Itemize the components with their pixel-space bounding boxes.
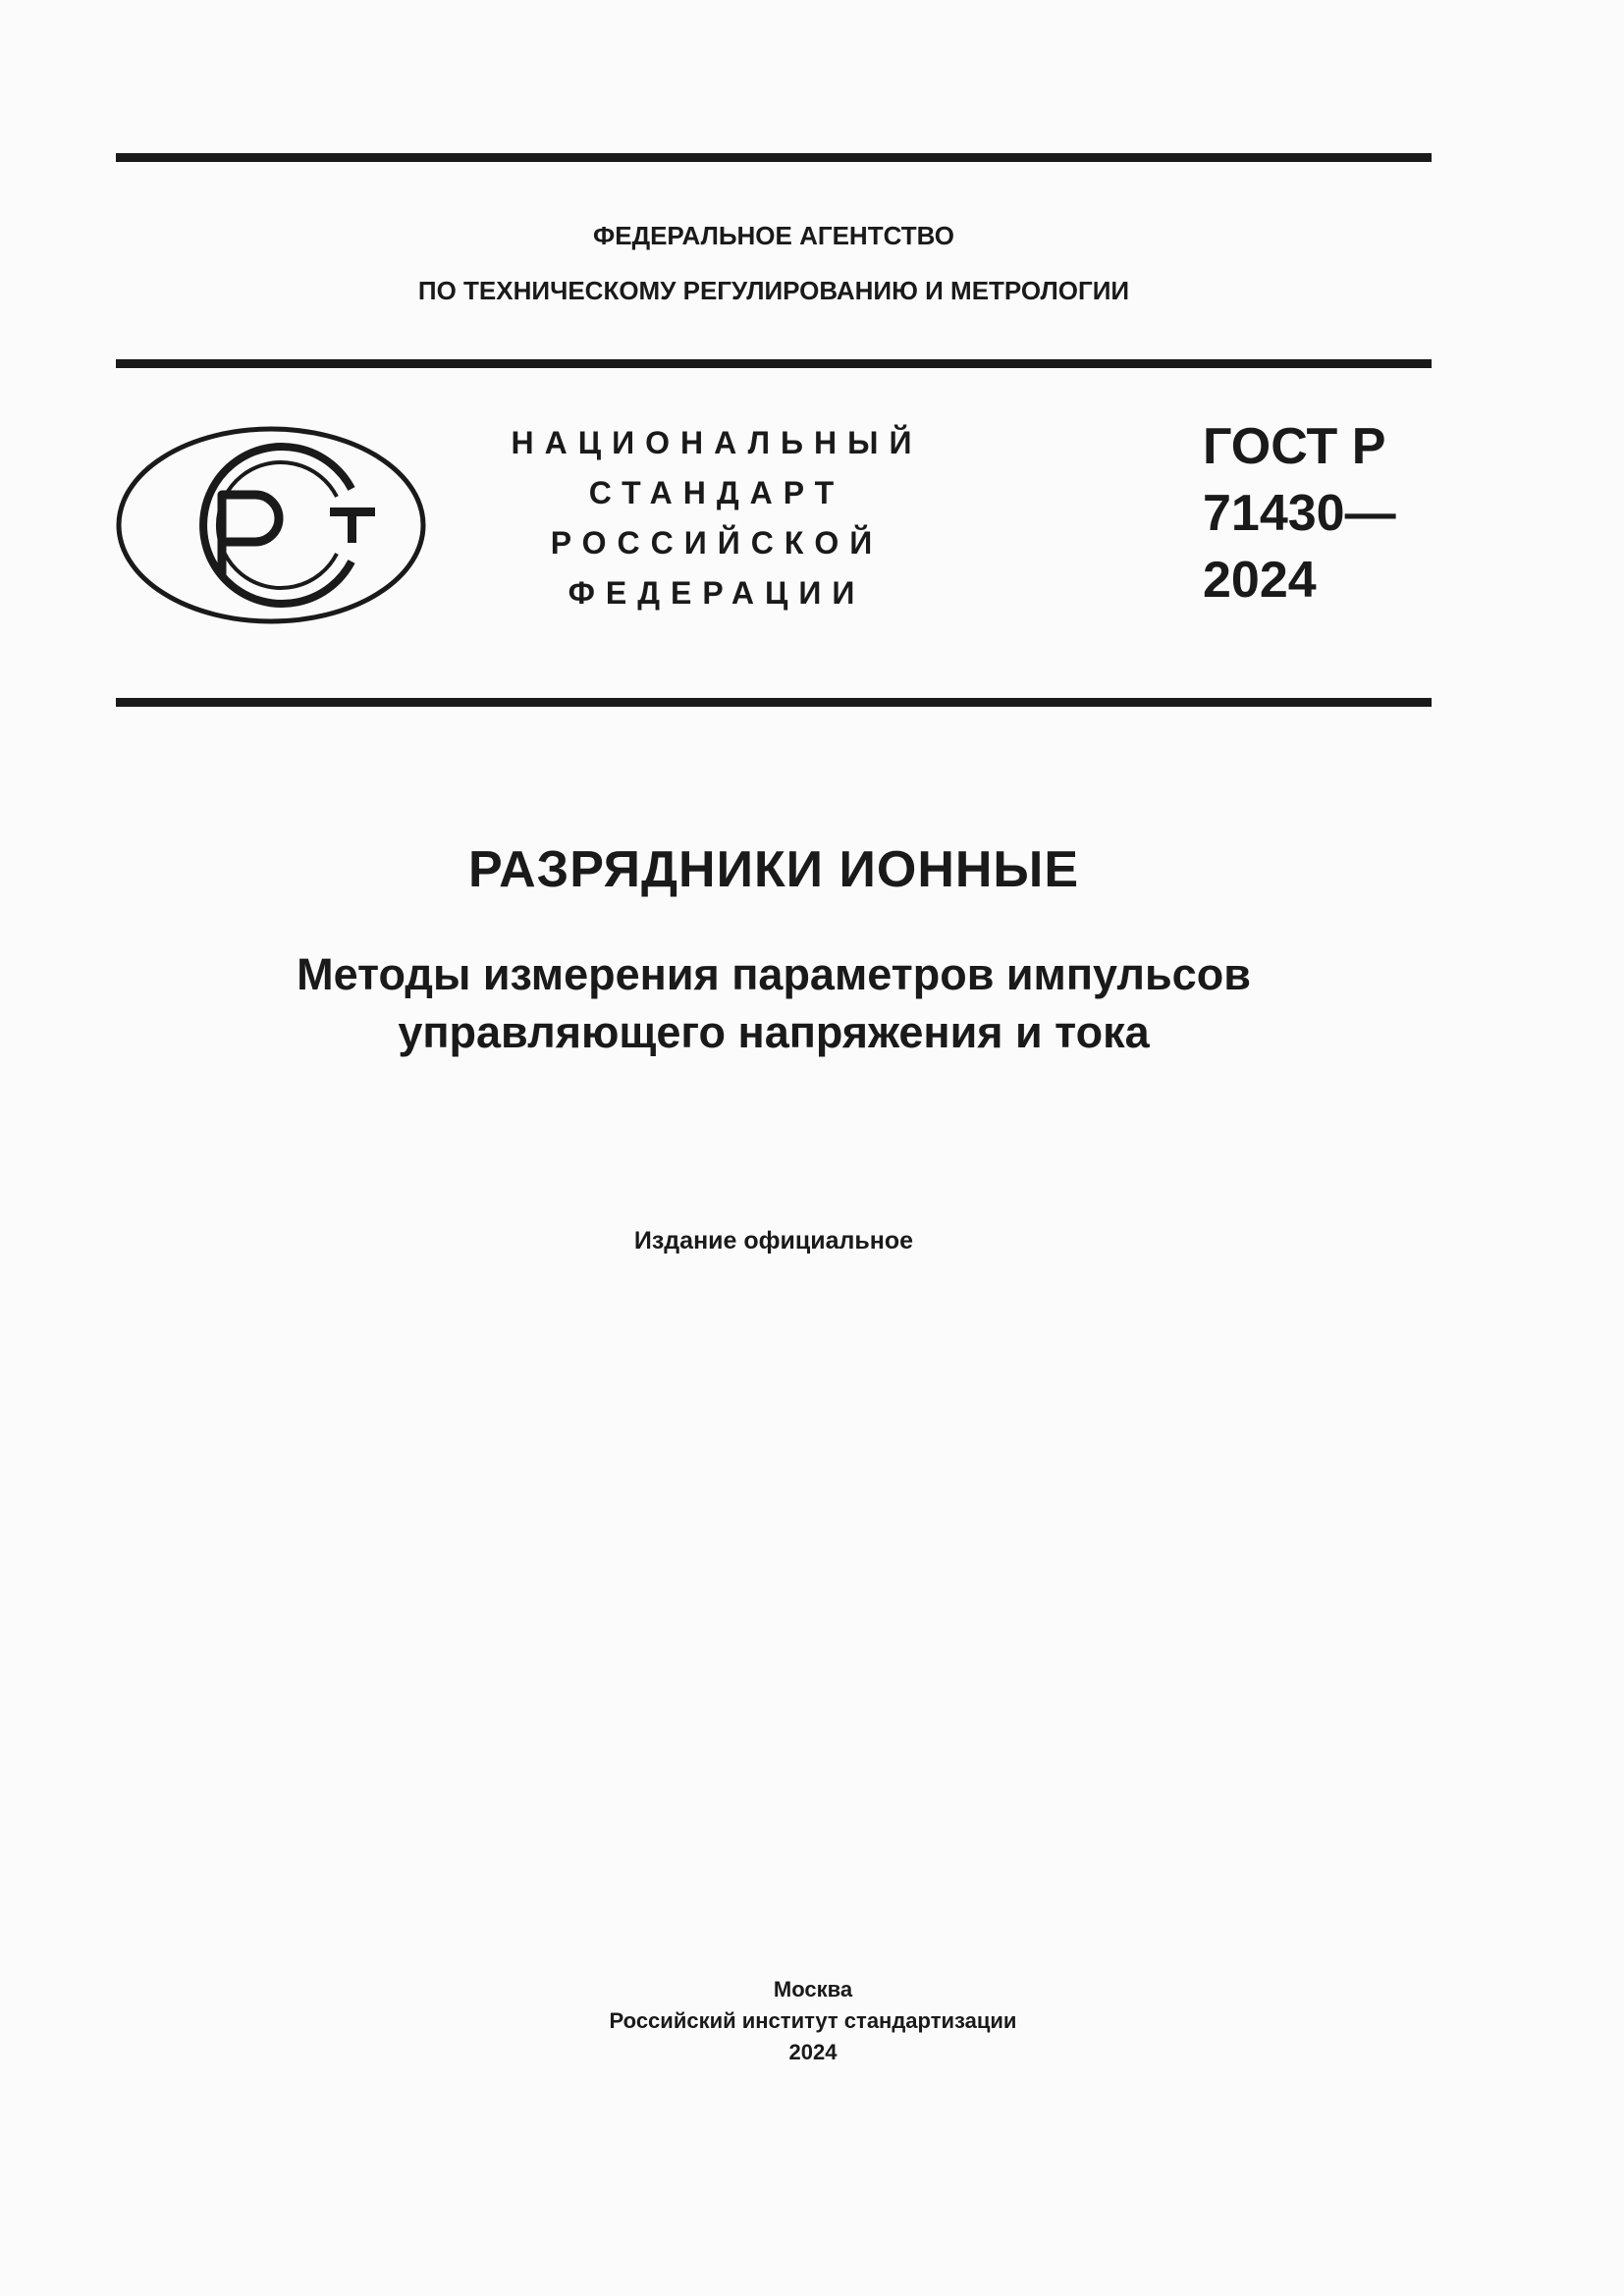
document-title: РАЗРЯДНИКИ ИОННЫЕ [467,841,1080,898]
rst-gost-mark-icon [116,426,426,624]
imprint-publisher: Российский институт стандартизации [609,2008,1017,2033]
imprint-year: 2024 [788,2040,838,2064]
standard-designation [1203,413,1396,614]
standard-type-line-2: СТАНДАРТ [588,475,845,510]
subtitle-line-2: управляющего напряжения и тока [398,1007,1150,1057]
middle-divider [116,359,1432,368]
document-subtitle [116,945,1432,1061]
agency-heading [116,208,1432,318]
imprint [116,1974,1510,2068]
designation-line-2: 71430— [1203,485,1396,542]
subtitle-line-1: Методы измерения параметров импульсов [297,949,1251,999]
standard-type [471,418,962,618]
designation-line-1: ГОСТ Р [1203,418,1386,475]
top-divider [116,153,1432,162]
designation-line-3: 2024 [1203,552,1317,609]
agency-line-1: ФЕДЕРАЛЬНОЕ АГЕНТСТВО [593,221,954,250]
standard-type-line-3: РОССИЙСКОЙ [550,525,884,561]
edition-note: Издание официальное [633,1227,914,1255]
standard-type-line-1: НАЦИОНАЛЬНЫЙ [511,425,923,460]
imprint-city: Москва [773,1977,853,2002]
standard-type-line-4: ФЕДЕРАЦИИ [568,575,866,611]
bottom-divider [116,698,1432,707]
agency-line-2: ПО ТЕХНИЧЕСКОМУ РЕГУЛИРОВАНИЮ И МЕТРОЛОГИИ [417,276,1130,305]
